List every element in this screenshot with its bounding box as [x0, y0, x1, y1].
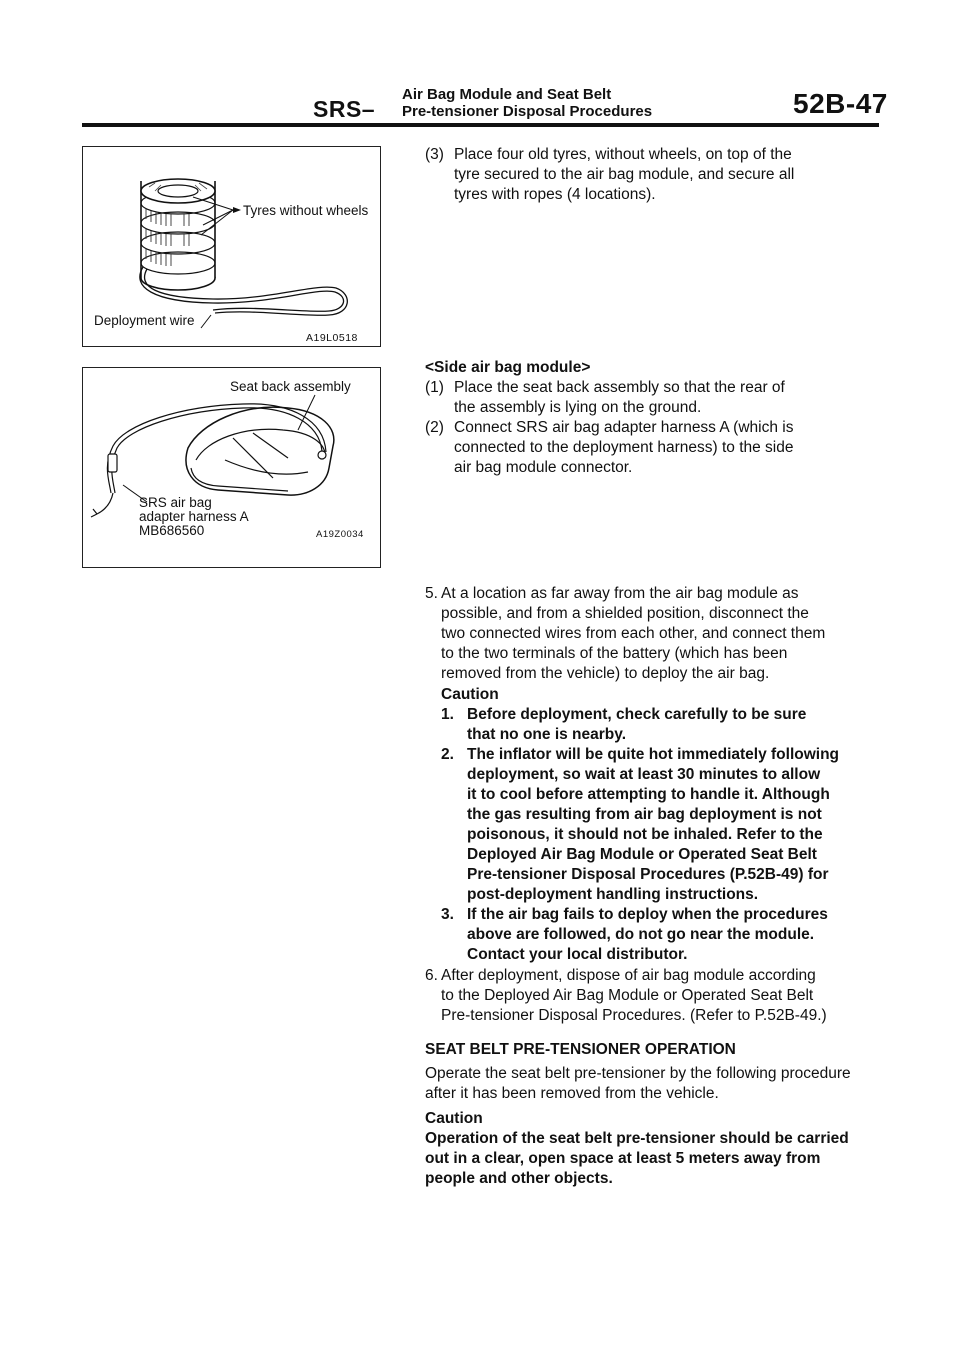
caution-1-item-3-line-3: Contact your local distributor.	[467, 946, 688, 963]
caution-1-item-2-line-6: Deployed Air Bag Module or Operated Seat Belt	[467, 846, 817, 863]
label-harness-line-3: MB686560	[139, 523, 205, 538]
caution-1-item-3-number: 3.	[441, 906, 454, 923]
caution-1-item-2-line-1: The inflator will be quite hot immediately following	[467, 746, 840, 763]
label-harness-line-1: SRS air bag	[139, 495, 212, 510]
caution-2-line-2: out in a clear, open space at least 5 meters away from	[425, 1150, 821, 1167]
system-label: SRS–	[313, 96, 376, 122]
step-6-line-3: Pre-tensioner Disposal Procedures. (Refer to P.52B-49.)	[441, 1007, 827, 1024]
section-para-line-2: after it has been removed from the vehicle.	[425, 1085, 719, 1102]
side-step-1-number: (1)	[425, 379, 444, 396]
side-step-1-line-2: the assembly is lying on the ground.	[454, 399, 702, 416]
caution-1-item-2-number: 2.	[441, 746, 454, 763]
caution-1-item-2-line-5: poisonous, it should not be inhaled. Refer to the	[467, 826, 823, 843]
step-5-line-1: At a location as far away from the air bag module as	[441, 585, 799, 602]
step-3-line-2: tyre secured to the air bag module, and secure all	[454, 166, 795, 183]
side-step-1-line-1: Place the seat back assembly so that the rear of	[454, 379, 785, 396]
caution-1-item-2-line-7: Pre-tensioner Disposal Procedures (P.52B-49) for	[467, 866, 829, 883]
caution-1-item-1-line-1: Before deployment, check carefully to be sure	[467, 706, 807, 723]
figure-tyres	[82, 146, 381, 347]
caution-1-item-2-line-2: deployment, so wait at least 30 minutes to allow	[467, 766, 821, 783]
figure-code-2: A19Z0034	[316, 529, 364, 540]
caution-1-item-2-line-3: it to cool before attempting to handle it. Although	[467, 786, 830, 803]
side-step-2-line-3: air bag module connector.	[454, 459, 633, 476]
step-5-line-4: to the two terminals of the battery (which has been	[441, 645, 788, 662]
step-5-number: 5.	[425, 585, 438, 602]
step-5-line-2: possible, and from a shielded position, disconnect the	[441, 605, 809, 622]
caution-2-line-3: people and other objects.	[425, 1170, 613, 1187]
step-3-line-3: tyres with ropes (4 locations).	[454, 186, 656, 203]
caution-1-item-2-line-4: the gas resulting from air bag deployment is not	[467, 806, 822, 823]
side-step-2-line-2: connected to the deployment harness) to the side	[454, 439, 794, 456]
caution-2-line-1: Operation of the seat belt pre-tensioner should be carried	[425, 1130, 849, 1147]
label-harness-line-2: adapter harness A	[139, 509, 249, 524]
caution-1-item-1-line-2: that no one is nearby.	[467, 726, 627, 743]
side-step-2-number: (2)	[425, 419, 444, 436]
step-6-line-1: After deployment, dispose of air bag module according	[441, 967, 816, 984]
step-5-line-5: removed from the vehicle) to deploy the air bag.	[441, 665, 770, 682]
caution-1-item-3-line-2: above are followed, do not go near the module.	[467, 926, 815, 943]
header-title-line-1: Air Bag Module and Seat Belt	[402, 86, 612, 103]
label-deployment-wire: Deployment wire	[94, 313, 195, 328]
caution-1-item-1-number: 1.	[441, 706, 454, 723]
step-6-line-2: to the Deployed Air Bag Module or Operated Seat Belt	[441, 987, 814, 1004]
label-tyres-without-wheels: Tyres without wheels	[243, 203, 369, 218]
step-3-line-1: Place four old tyres, without wheels, on top of the	[454, 146, 792, 163]
caution-1-title: Caution	[441, 686, 499, 703]
step-6-number: 6.	[425, 967, 438, 984]
page-number: 52B-47	[793, 88, 888, 119]
side-air-bag-heading: <Side air bag module>	[425, 359, 591, 376]
figure-seat-back	[82, 367, 381, 568]
step-3-number: (3)	[425, 146, 444, 163]
section-para-line-1: Operate the seat belt pre-tensioner by the following procedure	[425, 1065, 851, 1082]
header-title-line-2: Pre-tensioner Disposal Procedures	[402, 103, 653, 120]
caution-1-item-2-line-8: post-deployment handling instructions.	[467, 886, 759, 903]
caution-2-title: Caution	[425, 1110, 483, 1127]
side-step-2-line-1: Connect SRS air bag adapter harness A (which is	[454, 419, 794, 436]
figure-code-1: A19L0518	[306, 332, 358, 344]
step-5-line-3: two connected wires from each other, and connect them	[441, 625, 826, 642]
caution-1-item-3-line-1: If the air bag fails to deploy when the procedures	[467, 906, 828, 923]
header-rule	[82, 123, 879, 127]
section-heading: SEAT BELT PRE-TENSIONER OPERATION	[425, 1041, 736, 1058]
label-seat-back-assembly: Seat back assembly	[230, 379, 351, 394]
